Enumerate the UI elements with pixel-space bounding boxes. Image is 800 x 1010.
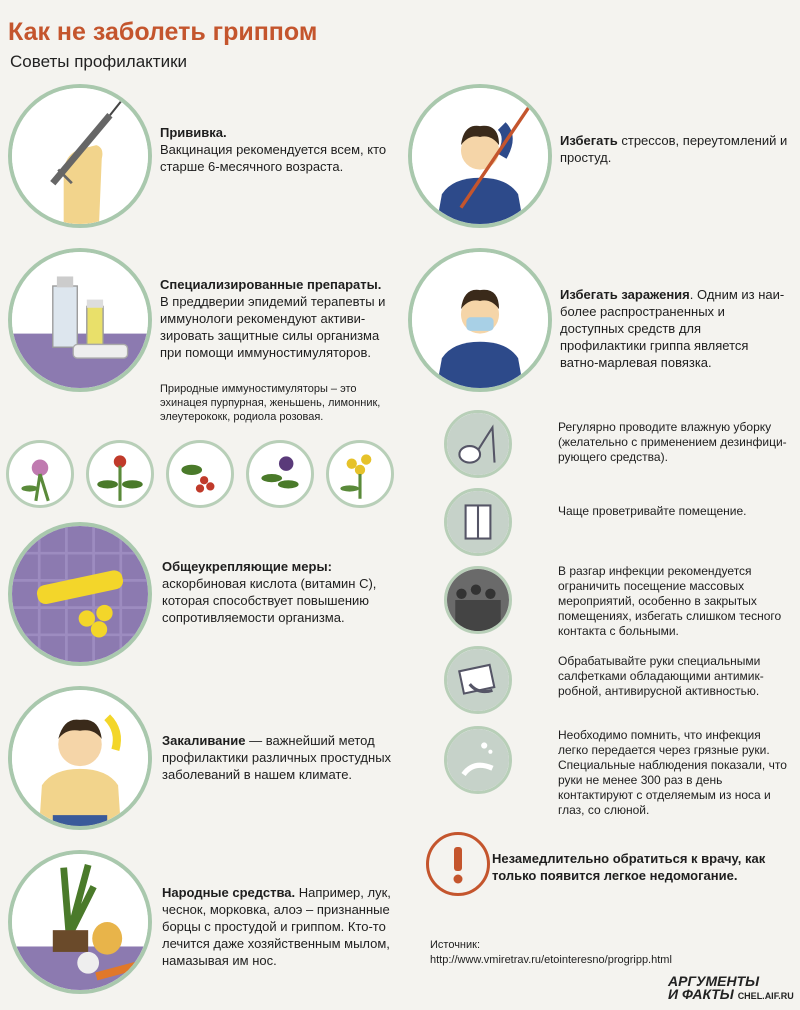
exclamation-icon [426, 832, 490, 896]
page-subtitle: Советы профилактики [10, 52, 188, 71]
stressed-boy-icon [408, 84, 552, 228]
crowds-text: В разгар инфекции рекомендуется ограничить посещение массовых мероприятий, особенно в закрытых помещениях, избегать слишком тесного контакта с больными. [558, 564, 782, 638]
eleutherococcus-icon [246, 440, 314, 508]
medicine-bottles-icon [8, 248, 152, 392]
folk-text: Народные средства. Например, лук, чеснок, морковка, алоэ – признанные борцы с простудой и гриппом. Кто-то лечится даже хозяйственным мылом, намазывая им нос. [162, 885, 391, 968]
hands-text: Необходимо помнить, что инфекция легко передается через грязные руки. Специальные наблюдения показали, что руки не менее 300 раз в день контактируют с отделяемым из носа и глаз, со слюной. [558, 728, 787, 817]
page-title: Как не заболеть гриппом [8, 18, 318, 46]
hand-washing-icon [444, 726, 512, 794]
rhodiola-icon [326, 440, 394, 508]
vacuum-cleaner-icon [444, 410, 512, 478]
natural-stimulants-text: Природные иммуностимуляторы – это эхинацея пурпурная, женьшень, лимонник, элеутерококк, родиола розовая. [160, 383, 381, 423]
stress-text: Избегать стрессов, переутомлений и простуд. [560, 133, 788, 165]
drugs-text: Специализированные препараты. В преддверии эпидемий терапевты и иммунологи рекомендуют активи-зировать защитные силы организма при помощи иммуностимуляторов. [160, 277, 386, 360]
doctor-text: Незамедлительно обратиться к врачу, как только появится легкое недомогание. [492, 851, 766, 883]
source-label: Источник: [430, 939, 481, 951]
source-link[interactable]: http://www.vmiretrav.ru/etointeresno/progripp.html [430, 954, 672, 966]
ginseng-icon [86, 440, 154, 508]
child-shower-icon [8, 686, 152, 830]
syringe-icon [8, 84, 152, 228]
ventilate-text: Чаще проветривайте помещение. [558, 504, 747, 518]
vitamin-c-candy-icon [8, 522, 152, 666]
wipes-text: Обрабатывайте руки специальными салфетками обладающими антимик-робной, антивирусной активностью. [558, 654, 764, 698]
wipes-icon [444, 646, 512, 714]
schisandra-icon [166, 440, 234, 508]
infection-text: Избегать заражения. Одним из наи-более распространенных и доступных средств для профилактики гриппа является ватно-марлевая повязка. [560, 287, 785, 370]
crowd-icon [444, 566, 512, 634]
aif-logo: АРГУМЕНТЫ И ФАКТЫ CHEL.AIF.RU [668, 973, 794, 1002]
window-icon [444, 488, 512, 556]
hardening-text: Закаливание — важнейший метод профилактики различных простудных заболеваний в нашем климате. [162, 733, 392, 782]
echinacea-icon [6, 440, 74, 508]
vegetables-icon [8, 850, 152, 994]
strengthen-text: Общеукрепляющие меры: аскорбиновая кислота (витамин С), которая способствует повышению сопротивляемости организма. [162, 559, 377, 625]
vaccine-text: Прививка. Вакцинация рекомендуется всем, кто старше 6-месячного возраста. [160, 125, 387, 174]
boy-with-mask-icon [408, 248, 552, 392]
cleaning-text: Регулярно проводите влажную уборку (желательно с применением дезинфици-рующего средства). [558, 420, 787, 464]
